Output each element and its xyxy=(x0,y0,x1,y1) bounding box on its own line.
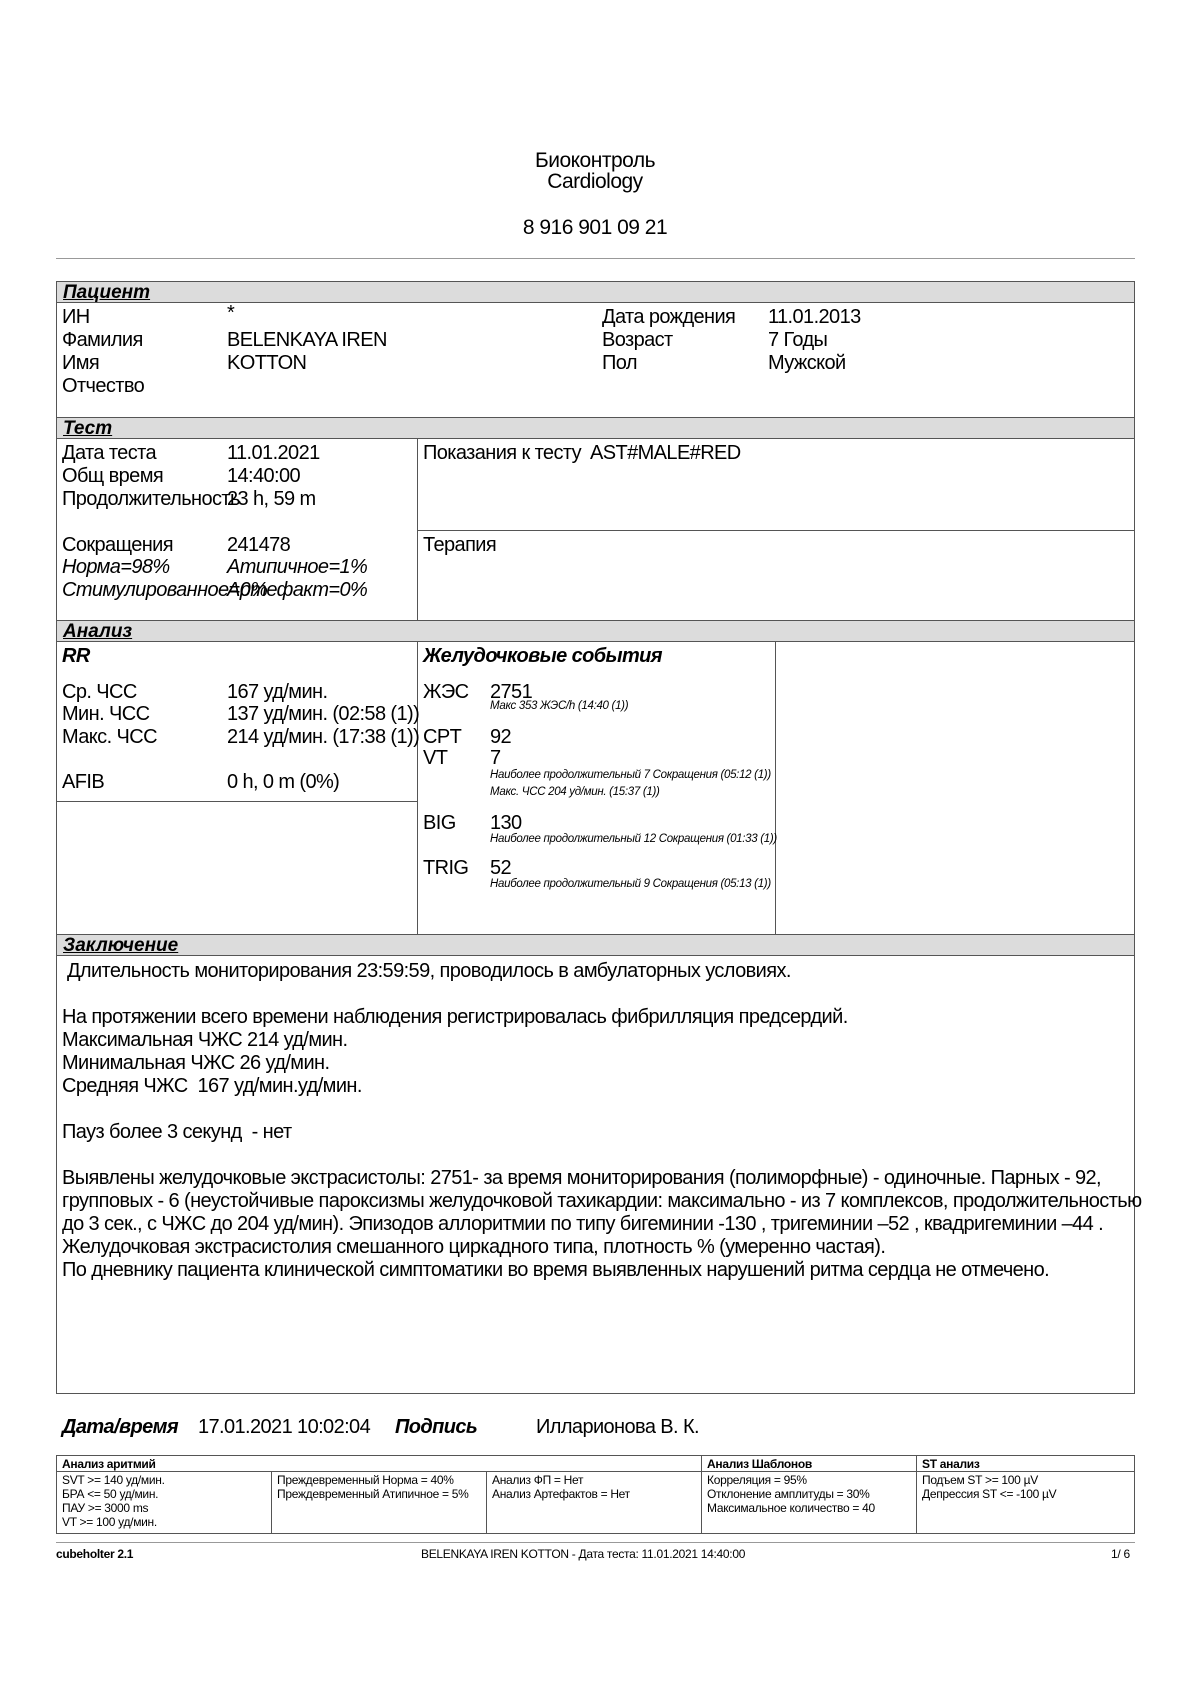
big-value: 130 xyxy=(490,812,522,834)
st-title: ST анализ xyxy=(922,1457,980,1471)
conclusion-line: Максимальная ЧЖС 214 уд/мин. xyxy=(62,1029,348,1051)
vt-value: 7 xyxy=(490,747,501,769)
test-section-title: Тест xyxy=(56,417,1135,439)
vt-label: VT xyxy=(423,747,448,769)
conclusion-line: На протяжении всего времени наблюдения регистрировалась фибрилляция предсердий. xyxy=(62,1006,848,1028)
test-duration-value: 23 h, 59 m xyxy=(227,488,316,510)
age-value: 7 Годы xyxy=(768,329,828,351)
beats-label: Сокращения xyxy=(62,534,173,556)
test-time-value: 14:40:00 xyxy=(227,465,301,487)
indications-label: Показания к тесту xyxy=(423,442,582,464)
big-note: Наиболее продолжительный 12 Сокращения (01:33 (1)) xyxy=(490,833,777,845)
patient-box xyxy=(56,302,1135,418)
conclusion-line: По дневнику пациента клинической симптоматики во время выявленных нарушений ритма сердца не отмечено. xyxy=(62,1259,1050,1281)
birth-value: 11.01.2013 xyxy=(768,306,861,328)
analysis-divider-2 xyxy=(775,641,776,935)
arrhythmia-setting: ПАУ >= 3000 ms xyxy=(62,1501,149,1515)
premature-setting: Преждевременный Атипичное = 5% xyxy=(277,1487,469,1501)
pvc-label: ЖЭС xyxy=(423,681,469,703)
name-value: KOTTON xyxy=(227,352,307,374)
name-label: Имя xyxy=(62,352,100,374)
couplet-value: 92 xyxy=(490,726,512,748)
sex-label: Пол xyxy=(602,352,637,374)
template-setting: Максимальное количество = 40 xyxy=(707,1501,875,1515)
avg-hr-value: 167 уд/мин. xyxy=(227,681,328,703)
id-value: * xyxy=(227,302,235,324)
templates-title: Анализ Шаблонов xyxy=(707,1457,812,1471)
settings-col-divider-2 xyxy=(486,1471,487,1534)
test-date-value: 11.01.2021 xyxy=(227,442,320,464)
age-label: Возраст xyxy=(602,329,673,351)
conclusion-line: до 3 сек., с ЧЖС до 204 уд/мин). Эпизодов аллоритмии по типу бигеминии -130 , тригеминии –52 , квадригеминии –44 . xyxy=(62,1213,1104,1235)
arrhythmia-setting: VT >= 100 уд/мин. xyxy=(62,1515,157,1529)
footer-divider xyxy=(56,1542,1135,1543)
avg-hr-label: Ср. ЧСС xyxy=(62,681,137,703)
template-setting: Отклонение амплитуды = 30% xyxy=(707,1487,870,1501)
indications-value: AST#MALE#RED xyxy=(590,442,741,464)
atypical-percent: Атипичное=1% xyxy=(227,556,368,578)
software-name: cubeholter 2.1 xyxy=(56,1547,134,1561)
conclusion-line: групповых - 6 (неустойчивые пароксизмы желудочковой тахикардии: максимально - из 7 комплексов, продолжительностью xyxy=(62,1190,1142,1212)
analysis-divider-1 xyxy=(417,641,418,935)
page-number: 1/ 6 xyxy=(1111,1547,1130,1561)
max-hr-label: Макс. ЧСС xyxy=(62,726,157,748)
department-name: Cardiology xyxy=(547,170,643,193)
company-name: Биоконтроль xyxy=(534,149,656,172)
test-time-label: Общ время xyxy=(62,465,164,487)
pvc-note: Макс 353 ЖЭС/h (14:40 (1)) xyxy=(490,700,629,712)
rr-bottom-divider xyxy=(56,801,417,802)
patronymic-label: Отчество xyxy=(62,375,145,397)
patient-section-title: Пациент xyxy=(56,281,1135,303)
datetime-value: 17.01.2021 10:02:04 xyxy=(198,1416,371,1438)
st-setting: Подъем ST >= 100 µV xyxy=(922,1473,1038,1487)
analysis-section-title: Анализ xyxy=(56,620,1135,642)
test-duration-label: Продолжительность xyxy=(62,488,240,510)
arrhythmia-setting: БРА <= 50 уд/мин. xyxy=(62,1487,159,1501)
trig-note: Наиболее продолжительный 9 Сокращения (05:13 (1)) xyxy=(490,878,771,890)
rr-title: RR xyxy=(62,645,90,667)
signature-label: Подпись xyxy=(395,1416,478,1438)
normal-percent: Норма=98% xyxy=(62,556,170,578)
pvc-value: 2751 xyxy=(490,681,533,703)
artifact-percent: Артефакт=0% xyxy=(227,579,368,601)
surname-value: BELENKAYA IREN xyxy=(227,329,387,351)
couplet-label: CPT xyxy=(423,726,462,748)
conclusion-line: Минимальная ЧЖС 26 уд/мин. xyxy=(62,1052,330,1074)
vt-note-longest: Наиболее продолжительный 7 Сокращения (05:12 (1)) xyxy=(490,769,771,781)
conclusion-line: Пауз более 3 секунд - нет xyxy=(62,1121,292,1143)
conclusion-line: Средняя ЧЖС 167 уд/мин.уд/мин. xyxy=(62,1075,362,1097)
surname-label: Фамилия xyxy=(62,329,143,351)
arrhythmia-title: Анализ аритмий xyxy=(62,1457,156,1471)
conclusion-line: Выявлены желудочковые экстрасистолы: 2751- за время мониторирования (полиморфные) - одиночные. Парных - 92, xyxy=(62,1167,1101,1189)
template-setting: Корреляция = 95% xyxy=(707,1473,807,1487)
max-hr-value: 214 уд/мин. (17:38 (1)) xyxy=(227,726,420,748)
big-label: BIG xyxy=(423,812,456,834)
arrhythmia-setting: SVT >= 140 уд/мин. xyxy=(62,1473,165,1487)
test-right-divider xyxy=(417,530,1135,531)
settings-header-divider xyxy=(56,1471,1135,1472)
id-label: ИН xyxy=(62,306,90,328)
afib-value: 0 h, 0 m (0%) xyxy=(227,771,340,793)
datetime-label: Дата/время xyxy=(62,1416,179,1438)
phone-number: 8 916 901 09 21 xyxy=(522,216,668,239)
trig-label: TRIG xyxy=(423,857,469,879)
footer-patient-info: BELENKAYA IREN KOTTON - Дата теста: 11.01.2021 14:40:00 xyxy=(421,1547,746,1561)
conclusion-line: Длительность мониторирования 23:59:59, проводилось в амбулаторных условиях. xyxy=(62,960,791,982)
min-hr-label: Мин. ЧСС xyxy=(62,703,150,725)
signature-value: Илларионова В. К. xyxy=(536,1416,699,1438)
st-setting: Депрессия ST <= -100 µV xyxy=(922,1487,1057,1501)
conclusion-line: Желудочковая экстрасистолия смешанного циркадного типа, плотность % (умеренно частая). xyxy=(62,1236,886,1258)
beats-value: 241478 xyxy=(227,534,291,556)
test-date-label: Дата теста xyxy=(62,442,156,464)
sex-value: Мужской xyxy=(768,352,846,374)
conclusion-section-title: Заключение xyxy=(56,934,1135,956)
paced-percent: Стимулированное=0% xyxy=(62,579,268,601)
afib-label: AFIB xyxy=(62,771,105,793)
ventricular-title: Желудочковые события xyxy=(423,645,662,667)
min-hr-value: 137 уд/мин. (02:58 (1)) xyxy=(227,703,420,725)
birth-label: Дата рождения xyxy=(602,306,736,328)
artifact-setting: Анализ Артефактов = Нет xyxy=(492,1487,630,1501)
af-setting: Анализ ФП = Нет xyxy=(492,1473,584,1487)
trig-value: 52 xyxy=(490,857,512,879)
settings-col-divider-4 xyxy=(916,1455,917,1534)
settings-col-divider-3 xyxy=(701,1455,702,1534)
therapy-label: Терапия xyxy=(423,534,497,556)
premature-setting: Преждевременный Норма = 40% xyxy=(277,1473,454,1487)
settings-col-divider-1 xyxy=(271,1471,272,1534)
vt-note-maxhr: Макс. ЧСС 204 уд/мин. (15:37 (1)) xyxy=(490,786,660,798)
header-divider xyxy=(56,258,1135,259)
